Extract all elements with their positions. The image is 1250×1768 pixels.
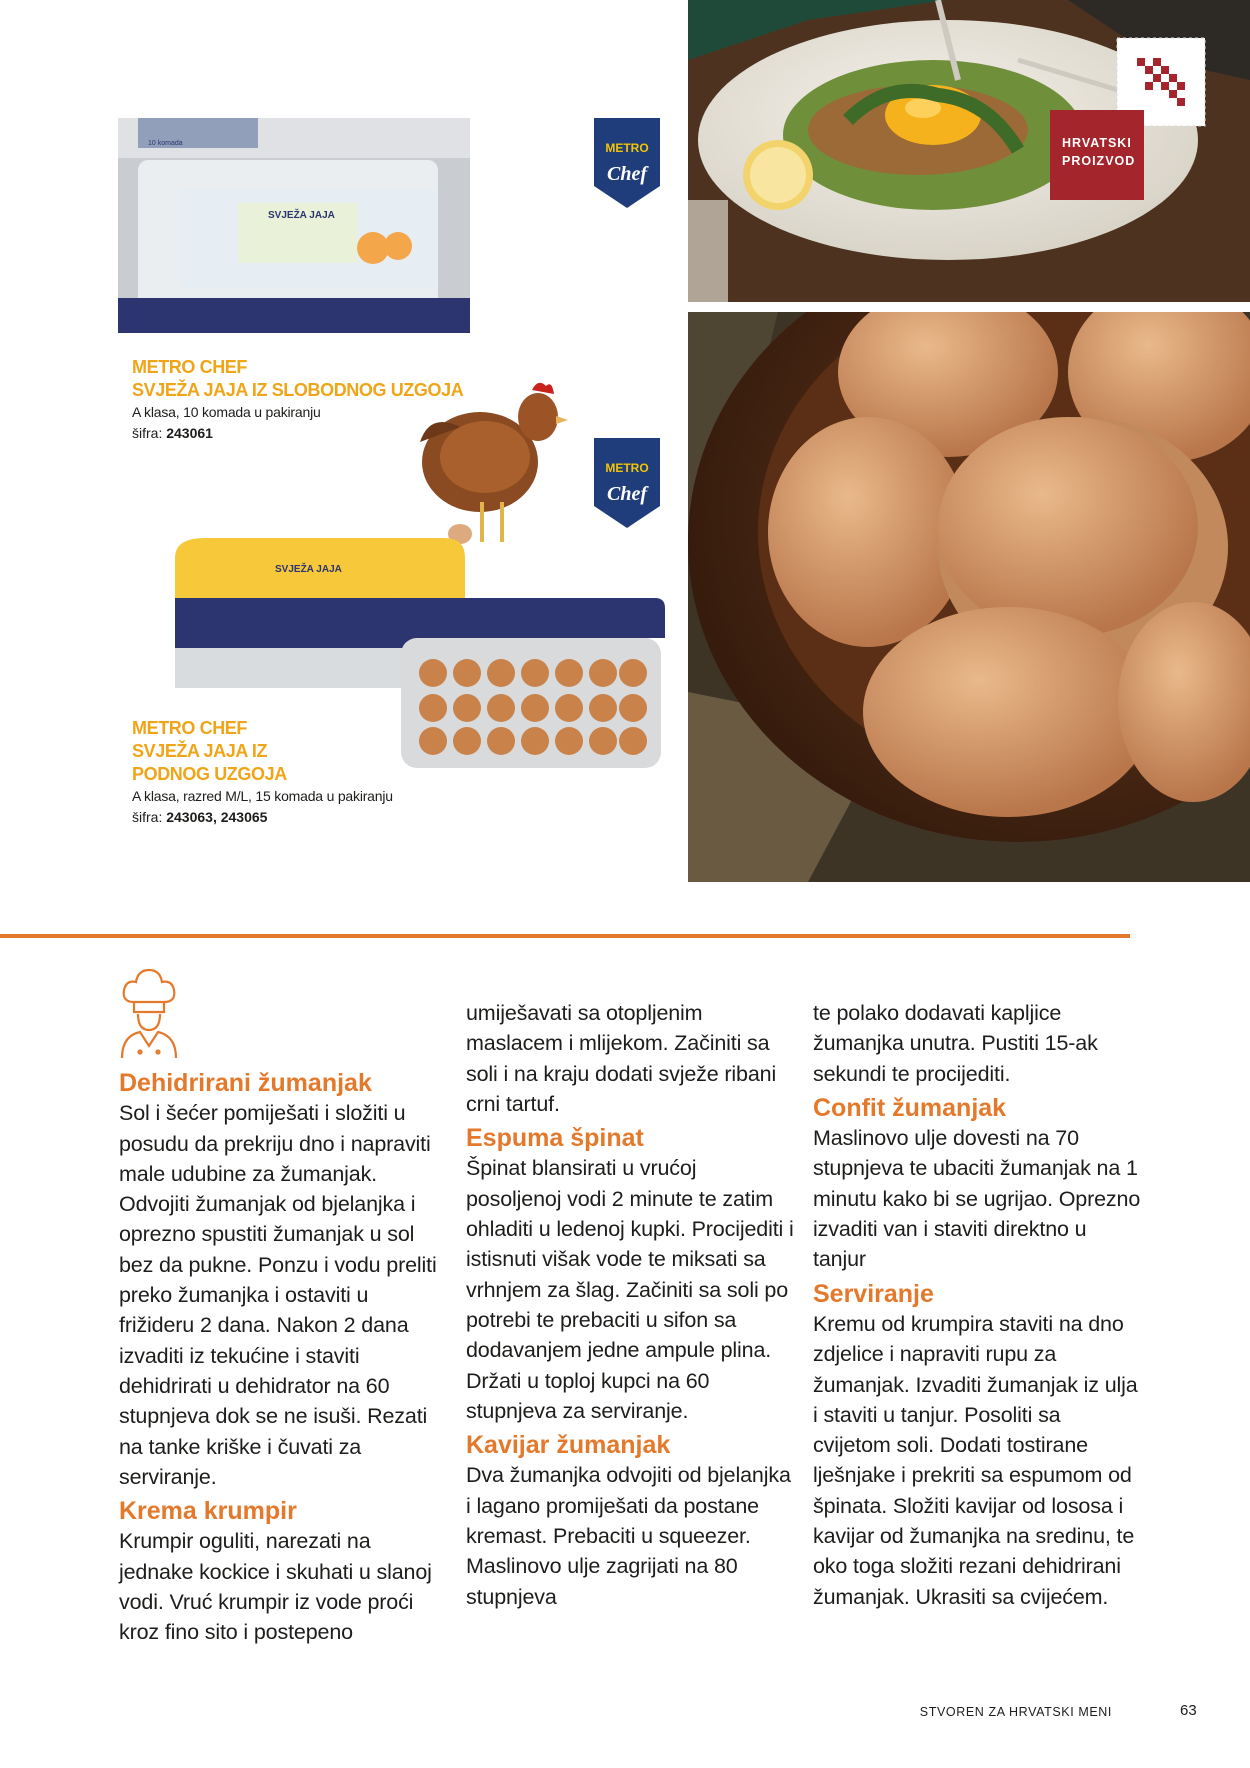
section-text: Maslinovo ulje dovesti na 70 stupnjeva te ubaciti žumanjak na 1 minutu kako bi se ugrijao. Oprezno izvaditi van i staviti direktno u tanjur <box>813 1126 1141 1272</box>
egg-carton-10-image <box>118 118 470 333</box>
metro-chef-shield-icon <box>594 118 660 208</box>
product-1-brand: METRO CHEF <box>132 357 247 377</box>
chef-icon <box>118 968 180 1058</box>
product-2-description: A klasa, razred M/L, 15 komada u pakiranju <box>132 788 393 804</box>
badge-line-2: PROIZVOD <box>1062 154 1136 168</box>
product-1-name: SVJEŽA JAJA IZ SLOBODNOG UZGOJA <box>132 380 464 400</box>
svg-text:Chef: Chef <box>607 163 647 185</box>
pack-count-label: 10 komada <box>148 140 183 147</box>
metro-chef-logo <box>594 118 660 208</box>
pack-label-1: SVJEŽA JAJA <box>268 210 335 221</box>
svg-text:Chef: Chef <box>607 483 647 505</box>
section-heading: Krema krumpir <box>119 1497 297 1526</box>
croatian-product-badge <box>1050 110 1144 200</box>
product-1-description: A klasa, 10 komada u pakiranju <box>132 404 321 420</box>
section-text: Dva žumanjka odvojiti od bjelanjka i lagano promiješati da postane kremast. Prebaciti u squeezer. Maslinovo ulje zagrijati na 80 stupnjeva <box>466 1463 791 1609</box>
product-1-image <box>118 118 470 333</box>
eggs-bowl-photo <box>688 312 1250 882</box>
section-heading: Dehidrirani žumanjak <box>119 1069 372 1097</box>
section-intro: te polako dodavati kapljice žumanjka unutra. Pustiti 15-ak sekundi te procijediti. <box>813 1001 1098 1086</box>
metro-chef-shield-icon <box>594 438 660 528</box>
recipe-column-3 <box>813 998 1143 1612</box>
code-label: šifra: <box>132 809 163 825</box>
eggs-in-bowl-image <box>688 312 1250 882</box>
code-label: šifra: <box>132 425 163 441</box>
svg-text:METRO: METRO <box>605 141 649 155</box>
section-heading: Espuma špinat <box>466 1124 644 1153</box>
pack-label-2: SVJEŽA JAJA <box>275 564 342 575</box>
code-value: 243063, 243065 <box>166 809 268 825</box>
product-1-info <box>132 356 463 444</box>
section-heading: Confit žumanjak <box>813 1093 1007 1122</box>
recipe-column-1 <box>119 1068 439 1648</box>
footer-tagline: STVOREN ZA HRVATSKI MENI <box>919 1705 1112 1719</box>
chef-hat-icon <box>118 968 180 1058</box>
badge-line-1: HRVATSKI <box>1062 136 1132 150</box>
product-2-name: SVJEŽA JAJA IZ <box>132 741 268 761</box>
recipe-column-2 <box>466 998 796 1612</box>
section-text: Kremu od krumpira staviti na dno zdjelice i napraviti rupu za žumanjak. Izvaditi žumanjak iz ulja i staviti u tanjur. Posoliti sa cvijetom soli. Dodati tostirane lješnjake i prekriti sa espumom od špinata. Složiti kavijar od lososa i kavijar od žumanjka na sredinu, te oko toga složiti rezani dehidrirani žumanjak. Ukrasiti sa cvijećem. <box>813 1311 1138 1609</box>
section-heading: Serviranje <box>813 1279 934 1308</box>
metro-chef-logo-2 <box>594 438 660 528</box>
product-2-info <box>132 717 393 828</box>
product-1-code <box>132 423 463 444</box>
section-divider <box>0 934 1130 938</box>
product-2-name-2: PODNOG UZGOJA <box>132 764 287 784</box>
section-text: Krumpir oguliti, narezati na jednake kockice i skuhati u slanoj vodi. Vruć krumpir iz vode proći kroz fino sito i postepeno <box>119 1529 432 1645</box>
product-2-brand: METRO CHEF <box>132 718 247 738</box>
page-number: 63 <box>1180 1702 1197 1719</box>
section-text: Sol i šećer pomiješati i složiti u posudu da prekriju dno i napraviti male udubine za žumanjak. Odvojiti žumanjak od bjelanjka i oprezno spustiti žumanjak u sol bez da pukne. Ponzu i vodu preliti preko žumanjka i ostaviti u frižideru 2 dana. Nakon 2 dana izvaditi iz tekućine i staviti dehidrirati u dehidrator na 60 stupnjeva dok se ne isuši. Rezati na tanke kriške i čuvati za serviranje. <box>119 1101 437 1489</box>
code-value: 243061 <box>166 425 213 441</box>
product-2-code <box>132 807 393 828</box>
hen-icon <box>420 372 570 552</box>
section-intro: umiješavati sa otopljenim maslacem i mlijekom. Začiniti sa soli i na kraju dodati svježe ribani crni tartuf. <box>466 1001 777 1116</box>
section-heading: Kavijar žumanjak <box>466 1431 671 1460</box>
section-text: Špinat blansirati u vrućoj posoljenoj vodi 2 minute te zatim ohladiti u ledenoj kupki. Procijediti i istisnuti višak vode te miksati sa vrhnjem za šlag. Začiniti sa soli po potrebi te prebaciti u sifon sa dodavanjem jedne ampule plina. Držati u toploj kupci na 60 stupnjeva za serviranje. <box>466 1156 794 1423</box>
hen-image <box>420 372 570 552</box>
svg-text:METRO: METRO <box>605 461 649 475</box>
